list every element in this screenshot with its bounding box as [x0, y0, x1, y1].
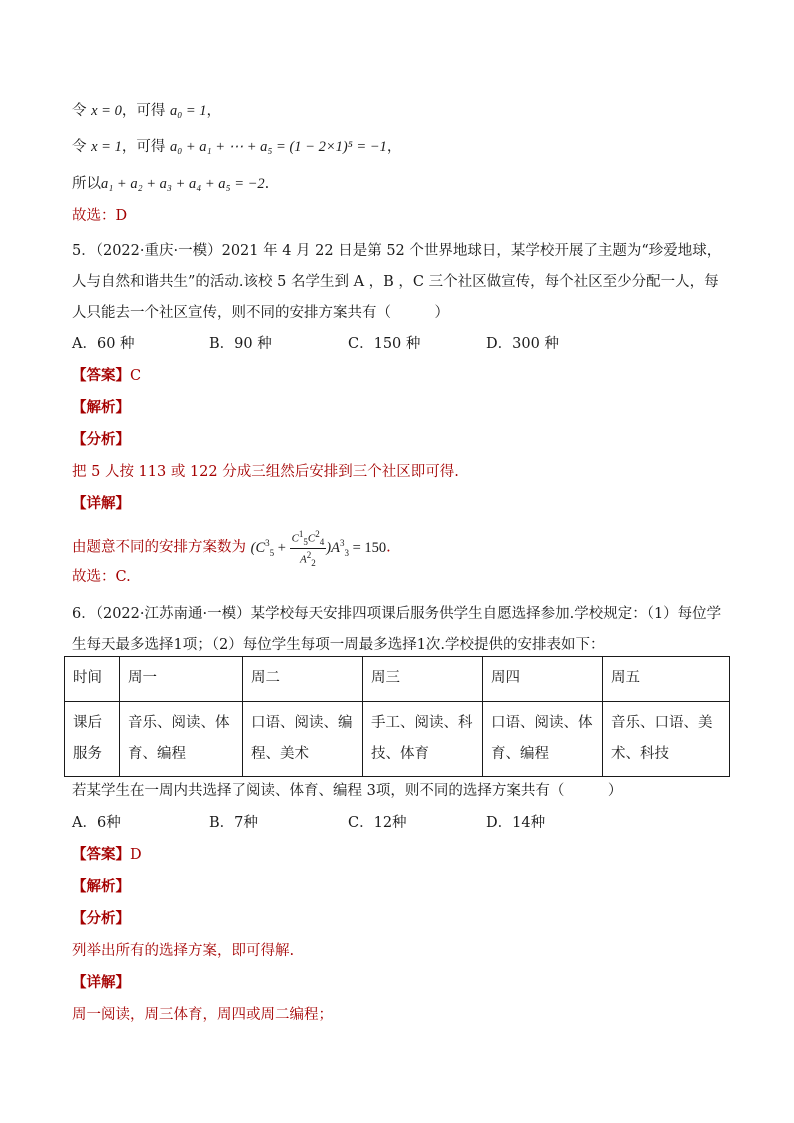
answer-label: 【答案】 [72, 846, 130, 863]
table-cell: 音乐、阅读、体育、编程 [120, 702, 243, 777]
option-a: A．60 种 [72, 336, 135, 352]
table-cell: 音乐、口语、美术、科技 [603, 702, 730, 777]
option-b: B．7种 [209, 815, 258, 831]
option-a: A．6种 [72, 815, 121, 831]
table-header-cell: 周四 [483, 657, 603, 702]
table-cell: 口语、阅读、编程、美术 [243, 702, 363, 777]
table-header-cell: 周五 [603, 657, 730, 702]
table-header-cell: 周三 [363, 657, 483, 702]
table-row [65, 702, 730, 777]
option-d: D．300 种 [486, 336, 559, 352]
table-cell: 口语、阅读、体育、编程 [483, 702, 603, 777]
condition-x0: x = 0 [91, 103, 122, 119]
answer-value: C [130, 368, 142, 384]
condition-x1: x = 1 [91, 139, 122, 155]
table-header-row [65, 657, 730, 702]
choice-line-5: 故选：C. [72, 569, 131, 585]
question-6-prompt: 若某学生在一周内共选择了阅读、体育、编程 3项，则不同的选择方案共有（ ） [72, 783, 623, 799]
option-c: C．12种 [348, 815, 407, 831]
detail-formula-5: 由题意不同的安排方案数为 ($C^3_5$ + $\frac{C^1_5C^2_4}{A^2_2}$ )$A^3_3 = 150$. [72, 529, 391, 568]
option-b: B．90 种 [209, 336, 272, 352]
conclusion-expression: a₁ + a₂ + a₃ + a₄ + a₅ = −2 [101, 176, 265, 192]
analysis-heading-5: 【解析】 [72, 399, 130, 416]
choice-line: 故选：D [72, 208, 128, 224]
fenxi-heading-6: 【分析】 [72, 910, 130, 927]
schedule-table [64, 656, 730, 777]
table-row-label: 课后服务 [65, 702, 120, 777]
table-header-cell: 周二 [243, 657, 363, 702]
derivation-line-3: 所以a₁ + a₂ + a₃ + a₄ + a₅ = −2. [72, 176, 270, 192]
result-a0: a₀ = 1 [169, 103, 207, 119]
analysis-heading-6: 【解析】 [72, 878, 130, 895]
sum-expression: a₀ + a₁ + ⋯ + a₅ = (1 − 2×1)⁵ = −1 [169, 139, 387, 155]
detail-heading-5: 【详解】 [72, 495, 130, 512]
option-d: D．14种 [486, 815, 546, 831]
table-header-cell: 时间 [65, 657, 120, 702]
fenxi-text-5: 把 5 人按 113 或 122 分成三组然后安排到三个社区即可得. [72, 464, 459, 480]
fenxi-heading-5: 【分析】 [72, 431, 130, 448]
option-c: C．150 种 [348, 336, 421, 352]
fraction: $\frac{C^1_5C^2_4}{A^2_2}$ [291, 529, 325, 568]
derivation-line-2: 令 x = 1，可得 a₀ + a₁ + ⋯ + a₅ = (1 − 2×1)⁵ = −1， [72, 139, 402, 155]
table-header-cell: 周一 [120, 657, 243, 702]
question-5-text: 5．（2022·重庆·一模）2021 年 4 月 22 日是第 52 个世界地球日，某学校开展了主题为“珍爱地球，人与自然和谐共生”的活动.该校 5 名学生到 A ，B ，C 三个社区做宣传，每个社区至少分配一人，每人只能去一个社区宣传，则不同的安排方案共有（ ） [72, 243, 722, 321]
question-6-text: 6．（2022·江苏南通·一模）某学校每天安排四项课后服务供学生自愿选择参加.学校规定：（1）每位学生每天最多选择1项；（2）每位学生每项一周最多选择1次.学校提供的安排表如下： [72, 606, 722, 653]
answer-label: 【答案】 [72, 367, 130, 384]
answer-value: D [130, 847, 142, 863]
table-cell: 手工、阅读、科技、体育 [363, 702, 483, 777]
fenxi-text-6: 列举出所有的选择方案，即可得解. [72, 943, 295, 959]
answer-line-5 [72, 366, 141, 386]
derivation-line-1: 令 x = 0，可得 a₀ = 1， [72, 103, 222, 119]
detail-heading-6: 【详解】 [72, 974, 130, 991]
answer-line-6 [72, 845, 142, 865]
detail-text-6: 周一阅读，周三体育，周四或周二编程； [72, 1007, 333, 1023]
